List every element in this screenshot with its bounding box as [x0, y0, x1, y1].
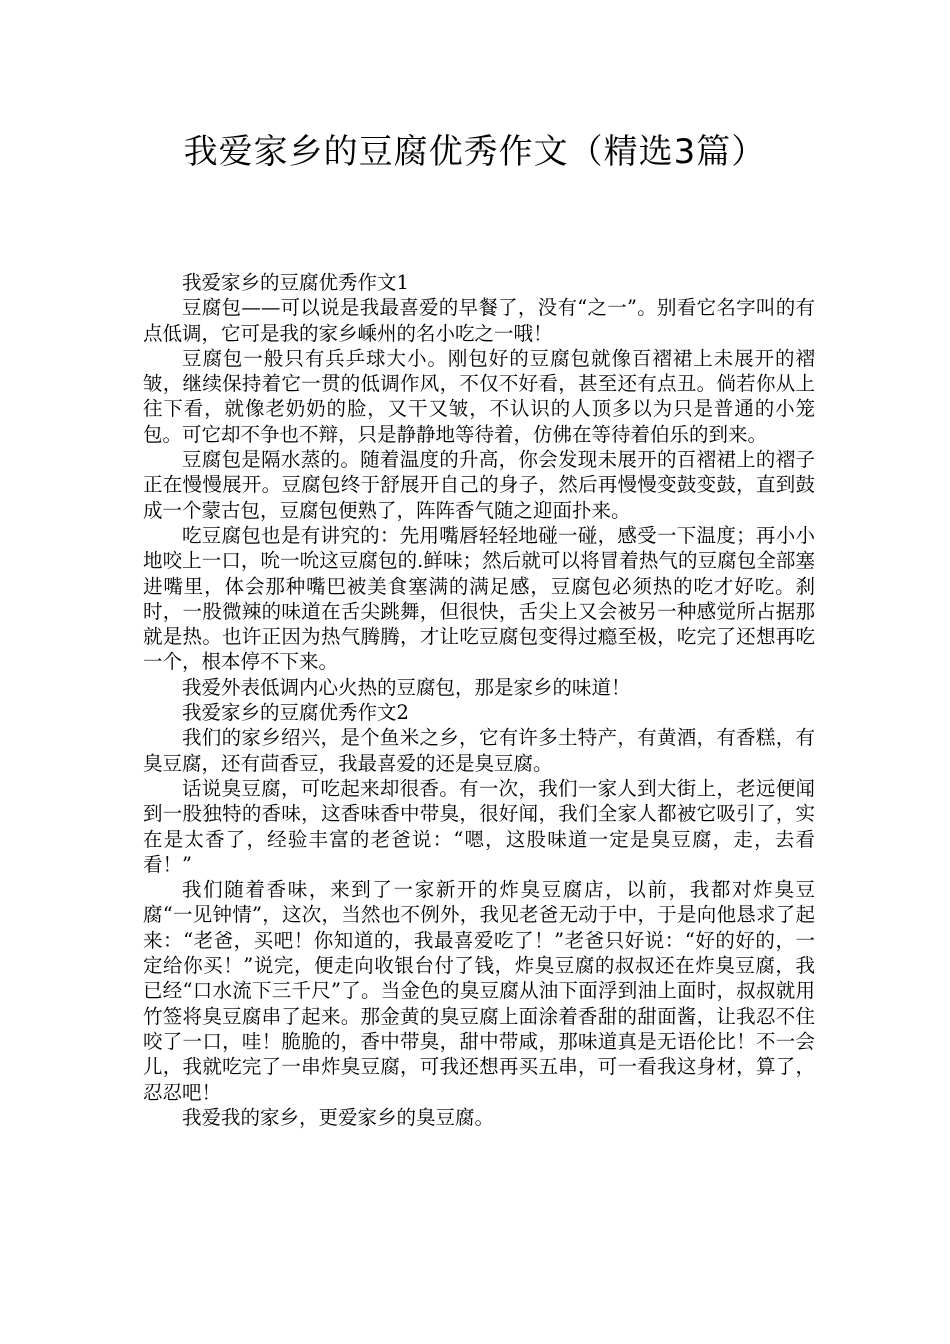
body-paragraph: 我爱我的家乡，更爱家乡的臭豆腐。 — [182, 1105, 495, 1129]
essay-subheading: 我爱家乡的豆腐优秀作文1 — [182, 271, 409, 294]
document-title: 我爱家乡的豆腐优秀作文（精选3篇） — [183, 132, 767, 172]
essay-subheading: 我爱家乡的豆腐优秀作文2 — [182, 701, 409, 725]
body-paragraph: 豆腐包——可以说是我最喜爱的早餐了，没有“之一”。别看它名字叫的有点低调，它可是我的家乡嵊州的名小吃之一哦！ — [143, 296, 815, 345]
body-paragraph: 话说臭豆腐，可吃起来却很香。有一次，我们一家人到大街上，老远便闻到一股独特的香味，这香味香中带臭，很好闻，我们全家人都被它吸引了，实在是太香了，经验丰富的老爸说：“嗯，这股味道一定是臭豆腐，走，去看看！” — [143, 776, 815, 876]
body-paragraph: 吃豆腐包也是有讲究的：先用嘴唇轻轻地碰一碰，感受一下温度；再小小地咬上一口，吮一吮这豆腐包的.鲜味；然后就可以将冒着热气的豆腐包全部塞进嘴里，体会那种嘴巴被美食塞满的满足感，豆腐包必须热的吃才好吃。刹时，一股微辣的味道在舌尖跳舞，但很快，舌尖上又会被另一种感觉所占据那就是热。也许正因为热气腾腾，才让吃豆腐包变得过瘾至极，吃完了还想再吃一个，根本停不下来。 — [143, 523, 815, 674]
body-paragraph: 我们的家乡绍兴，是个鱼米之乡，它有许多土特产，有黄酒，有香糕，有臭豆腐，还有茴香豆，我最喜爱的还是臭豆腐。 — [143, 726, 815, 775]
document-body — [143, 270, 815, 1130]
body-paragraph: 豆腐包是隔水蒸的。随着温度的升高，你会发现未展开的百褶裙上的褶子正在慢慢展开。豆腐包终于舒展开自己的身子，然后再慢慢变鼓变鼓，直到鼓成一个蒙古包，豆腐包便熟了，阵阵香气随之迎面扑来。 — [143, 448, 815, 522]
body-paragraph: 我爱外表低调内心火热的豆腐包，那是家乡的味道！ — [182, 675, 631, 699]
body-paragraph: 我们随着香味，来到了一家新开的炸臭豆腐店，以前，我都对炸臭豆腐“一见钟情”，这次，当然也不例外，我见老爸无动于中，于是向他恳求了起来：“老爸，买吧！你知道的，我最喜爱吃了！”老爸只好说：“好的好的，一定给你买！”说完，便走向收银台付了钱，炸臭豆腐的叔叔还在炸臭豆腐，我已经“口水流下三千尺”了。当金色的臭豆腐从油下面浮到油上面时，叔叔就用竹签将臭豆腐串了起来。那金黄的臭豆腐上面涂着香甜的甜面酱，让我忍不住咬了一口，哇！脆脆的，香中带臭，甜中带咸，那味道真是无语伦比！不一会儿，我就吃完了一串炸臭豆腐，可我还想再买五串，可一看我这身材，算了，忍忍吧！ — [143, 878, 815, 1104]
body-paragraph: 豆腐包一般只有兵乒球大小。刚包好的豆腐包就像百褶裙上未展开的褶皱，继续保持着它一贯的低调作风，不仅不好看，甚至还有点丑。倘若你从上往下看，就像老奶奶的脸，又干又皱，不认识的人顶多以为只是普通的小笼包。可它却不争也不辩，只是静静地等待着，仿佛在等待着伯乐的到来。 — [143, 346, 815, 446]
